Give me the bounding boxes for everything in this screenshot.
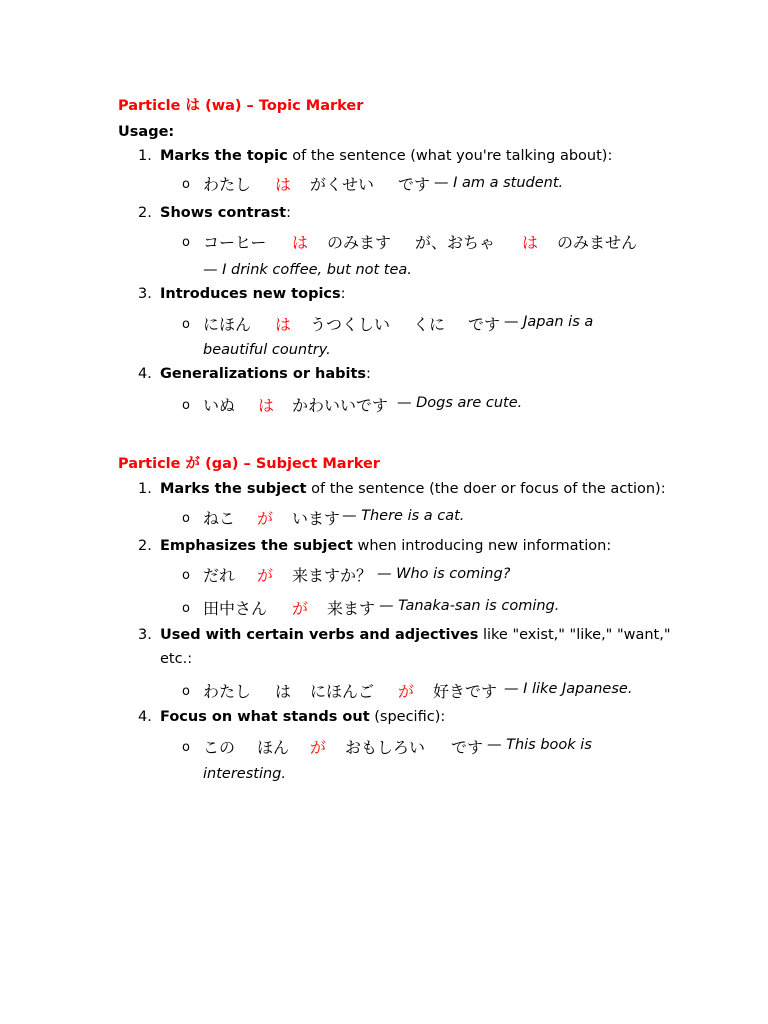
bullet-icon: o	[182, 235, 190, 250]
bullet-icon: o	[182, 601, 190, 616]
example-jp: です	[398, 175, 431, 194]
list-item	[160, 627, 671, 643]
list-number: 2.	[138, 538, 152, 554]
example-jp: にほん	[203, 315, 252, 334]
example-jp: わたし	[203, 175, 252, 194]
example-jp: ねこ	[203, 509, 236, 528]
example-jp: おもしろい	[345, 738, 426, 757]
particle-highlight: が	[398, 682, 415, 701]
example-jp: のみません	[557, 233, 638, 252]
list-number: 3.	[138, 627, 152, 643]
item-text: (specific):	[369, 709, 446, 725]
example-jp: コーヒー	[203, 233, 267, 252]
particle-highlight: が	[292, 599, 309, 618]
example-jp: にほんご	[310, 682, 375, 701]
item-bold-label: Emphasizes the subject	[160, 538, 353, 554]
example-jp: わたし	[203, 682, 252, 701]
list-number: 1.	[138, 148, 152, 164]
item-text: of the sentence (the doer or focus of the action):	[306, 481, 666, 497]
example-translation: — Japan is a	[504, 314, 594, 330]
example-translation: — Dogs are cute.	[397, 395, 523, 411]
particle-highlight: は	[292, 233, 309, 252]
list-number: 1.	[138, 481, 152, 497]
item-text: when introducing new information:	[352, 538, 612, 554]
item-text: of the sentence (what you're talking about):	[287, 148, 613, 164]
bullet-icon: o	[182, 317, 190, 332]
example-jp: うつくしい	[310, 315, 391, 334]
list-item	[160, 286, 346, 302]
example-jp: は	[275, 682, 292, 701]
example-jp: 好きです	[433, 682, 498, 701]
example-jp: 来ますか？	[292, 566, 373, 585]
section-heading-wa: Particle は (wa) – Topic Marker	[118, 98, 364, 114]
item-bold-label: Marks the subject	[160, 481, 307, 497]
item-bold-label: Shows contrast	[160, 205, 287, 221]
bullet-icon: o	[182, 568, 190, 583]
example-jp: ほん	[257, 738, 290, 757]
usage-label: Usage:	[118, 124, 175, 140]
example-translation: interesting.	[203, 766, 286, 782]
particle-highlight: は	[258, 396, 275, 415]
example-jp: です	[468, 315, 501, 334]
list-item	[160, 481, 666, 497]
example-jp: くに	[413, 315, 446, 334]
list-number: 2.	[138, 205, 152, 221]
example-translation: — I am a student.	[434, 175, 564, 191]
list-item	[160, 709, 445, 725]
particle-highlight: は	[522, 233, 539, 252]
example-translation: — Tanaka-san is coming.	[379, 598, 560, 614]
example-jp: が、おちゃ	[415, 233, 496, 252]
particle-highlight: が	[257, 566, 274, 585]
item-bold-label: Introduces new topics	[160, 286, 341, 302]
example-jp: だれ	[203, 566, 236, 585]
particle-highlight: が	[257, 509, 274, 528]
example-translation: — There is a cat.	[342, 508, 465, 524]
bullet-icon: o	[182, 177, 190, 192]
example-translation: — I drink coffee, but not tea.	[203, 262, 412, 278]
list-item	[160, 538, 611, 554]
item-bold-label: Used with certain verbs and adjectives	[160, 627, 479, 643]
item-text: :	[366, 366, 371, 382]
item-bold-label: Focus on what stands out	[160, 709, 370, 725]
example-translation: beautiful country.	[203, 342, 331, 358]
item-bold-label: Marks the topic	[160, 148, 288, 164]
section-heading-ga: Particle が (ga) – Subject Marker	[118, 456, 380, 472]
list-number: 4.	[138, 709, 152, 725]
example-jp: います	[292, 509, 341, 528]
list-number: 4.	[138, 366, 152, 382]
particle-highlight: は	[275, 175, 292, 194]
list-item	[160, 205, 291, 221]
example-translation: — I like Japanese.	[504, 681, 633, 697]
example-jp: です	[451, 738, 484, 757]
particle-highlight: が	[310, 738, 327, 757]
bullet-icon: o	[182, 684, 190, 699]
example-jp: 来ます	[327, 599, 376, 618]
bullet-icon: o	[182, 740, 190, 755]
example-jp: かわいいです	[292, 396, 389, 415]
item-text: :	[286, 205, 292, 221]
example-jp: いぬ	[203, 396, 236, 415]
item-text: like "exist," "like," "want,"	[478, 627, 671, 643]
example-jp: この	[203, 738, 236, 757]
bullet-icon: o	[182, 398, 190, 413]
particle-highlight: は	[275, 315, 292, 334]
list-item	[160, 366, 371, 382]
item-text-continuation: etc.:	[160, 651, 193, 667]
example-jp: のみます	[327, 233, 392, 252]
item-text: :	[340, 286, 346, 302]
example-jp: 田中さん	[203, 599, 268, 618]
example-translation: — Who is coming?	[377, 566, 511, 582]
bullet-icon: o	[182, 511, 190, 526]
list-item	[160, 148, 612, 164]
item-bold-label: Generalizations or habits	[160, 366, 367, 382]
example-jp: がくせい	[310, 175, 375, 194]
example-translation: — This book is	[487, 737, 592, 753]
list-number: 3.	[138, 286, 152, 302]
